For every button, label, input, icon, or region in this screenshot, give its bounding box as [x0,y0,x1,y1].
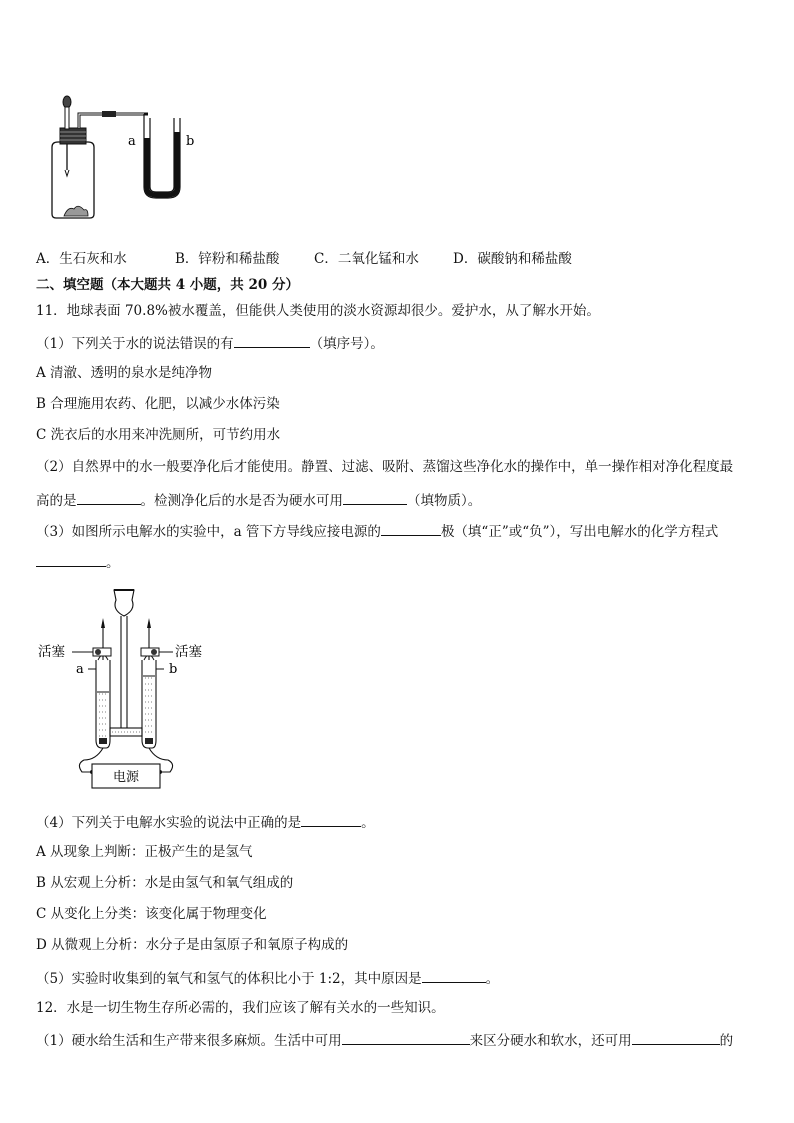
power-supply-label: 电源 [112,770,140,785]
tube-b-label: b [169,662,178,677]
q12-part1: （1）硬水给生活和生产带来很多麻烦。生活中可用 来区分硬水和软水，还可用 的 [36,1030,733,1050]
answer-blank[interactable] [342,1030,470,1045]
answer-blank[interactable] [301,812,361,827]
figure-electrolysis-apparatus [36,582,226,792]
q12-stem: 12．水是一切生物生存所必需的，我们应该了解有关水的一些知识。 [36,1000,445,1016]
q11-part5: （5）实验时收集到的氧气和氢气的体积比小于 1:2，其中原因是 。 [36,968,499,988]
q10-option-a: A．生石灰和水 [36,251,127,267]
answer-blank[interactable] [632,1030,720,1045]
q11-p4-option-d: D 从微观上分析：水分子是由氢原子和氧原子构成的 [36,937,349,953]
q10-options-row [36,250,572,268]
valve-left-label: 活塞 [38,644,65,660]
answer-blank[interactable] [234,333,310,348]
q11-stem: 11．地球表面 70.8%被水覆盖，但能供人类使用的淡水资源却很少。爱护水，从了解水开始。 [36,303,600,319]
q11-part3-line1: （3）如图所示电解水的实验中，a 管下方导线应接电源的 极（填“正”或“负”），写出电解水的化学方程式 [36,521,718,541]
figure-gas-bottle-u-tube [40,92,210,222]
tube-a-label: a [76,662,84,677]
q10-option-d: D．碳酸钠和稀盐酸 [453,251,572,267]
answer-blank[interactable] [422,968,486,983]
tube-a [96,660,110,748]
q11-p1-option-b: B 合理施用农药、化肥，以减少水体污染 [36,396,280,412]
section-heading: 二、填空题（本大题共 4 小题，共 20 分） [36,277,299,293]
answer-blank[interactable] [343,490,407,505]
label-a: a [128,134,136,149]
reservoir-funnel [114,590,134,616]
electrode-b [145,738,153,744]
q11-part4: （4）下列关于电解水实验的说法中正确的是 。 [36,812,375,832]
q11-part2-line1: （2）自然界中的水一般要净化后才能使用。静置、过滤、吸附、蒸馏这些净化水的操作中，单一操作相对净化程度最 [36,459,734,475]
q11-p4-option-a: A 从现象上判断：正极产生的是氢气 [36,844,253,860]
q10-option-b: B．锌粉和稀盐酸 [175,251,280,267]
connecting-tube [110,728,142,736]
q11-p1-option-a: A 清澈、透明的泉水是纯净物 [36,365,213,381]
answer-blank[interactable] [77,490,141,505]
q11-part3-line2: 。 [36,552,120,572]
label-b: b [186,134,195,149]
answer-blank[interactable] [36,552,106,567]
q11-p4-option-b: B 从宏观上分析：水是由氢气和氧气组成的 [36,875,294,891]
q11-part2-line2: 高的是 。检测净化后的水是否为硬水可用 （填物质）。 [36,490,481,510]
electrode-a [99,738,107,744]
q11-p4-option-c: C 从变化上分类：该变化属于物理变化 [36,906,267,922]
dropper-bulb [63,96,71,108]
solid-reagent [64,206,88,216]
q11-part1: （1）下列关于水的说法错误的有 （填序号）。 [36,333,384,353]
bottle [52,142,94,218]
valve-right-label: 活塞 [175,644,202,660]
answer-blank[interactable] [381,521,441,536]
q10-option-c: C．二氧化锰和水 [314,251,419,267]
tube-b [142,660,156,748]
q11-p1-option-c: C 洗衣后的水用来冲洗厕所，可节约用水 [36,427,281,443]
